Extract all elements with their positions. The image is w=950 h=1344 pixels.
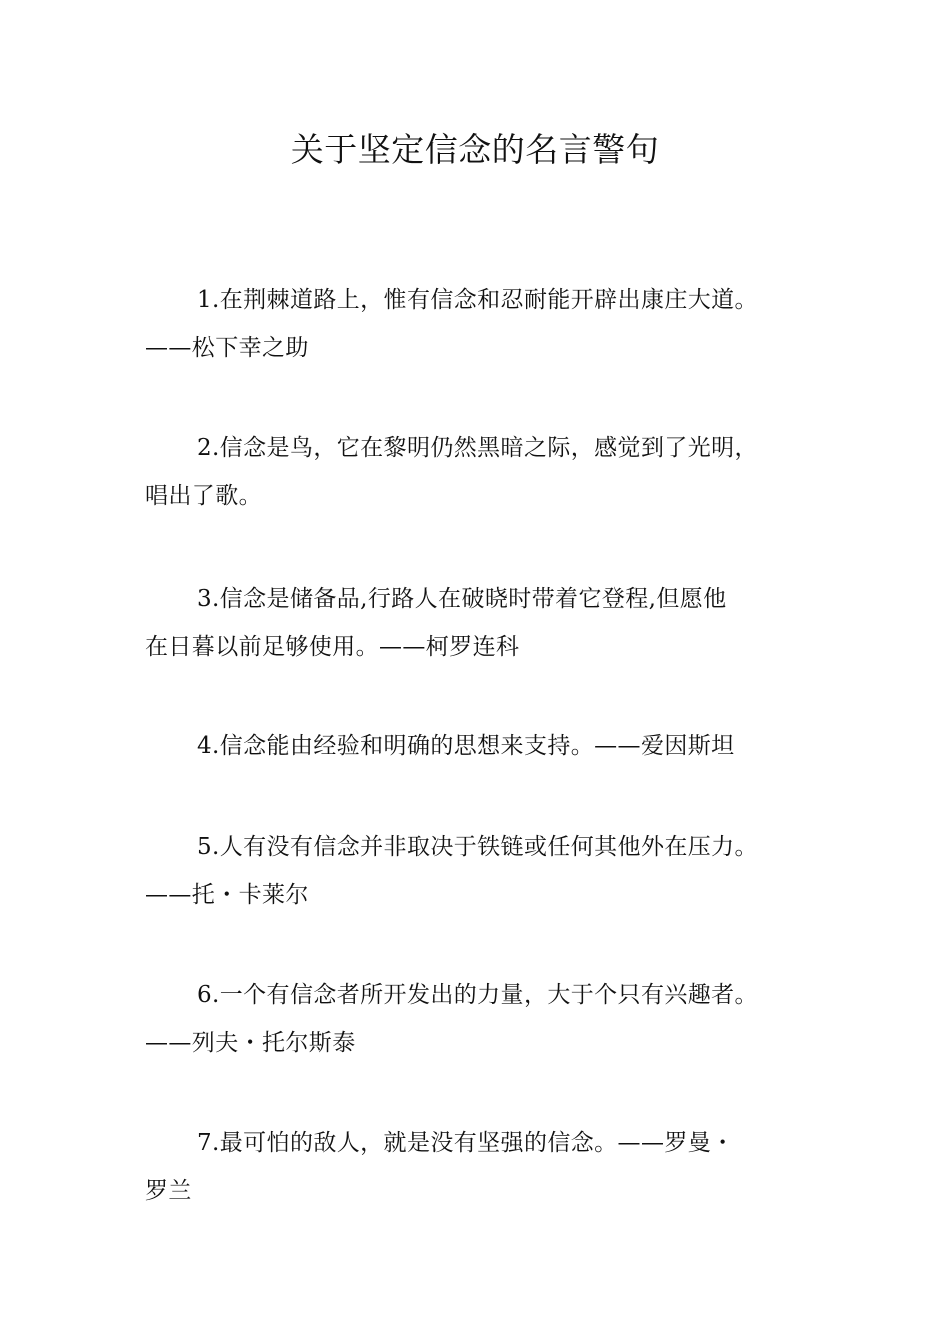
document-title: 关于坚定信念的名言警句 [290, 130, 660, 169]
quote-3 [145, 575, 825, 671]
quote-2 [145, 424, 825, 520]
quote-6-line-1: 6.一个有信念者所开发出的力量，大于个只有兴趣者。 [197, 982, 758, 1008]
quote-6 [145, 971, 825, 1067]
quote-3-line-1: 3.信念是储备品,行路人在破晓时带着它登程,但愿他 [197, 586, 727, 612]
quote-3-line-2: 在日暮以前足够使用。——柯罗连科 [145, 634, 520, 660]
quote-5-line-2: ——托・卡莱尔 [145, 882, 309, 908]
quote-1 [145, 276, 825, 372]
quote-2-line-1: 2.信念是鸟，它在黎明仍然黑暗之际，感觉到了光明， [197, 435, 758, 461]
quote-7-line-1: 7.最可怕的敌人，就是没有坚强的信念。——罗曼・ [197, 1130, 735, 1156]
quote-1-line-1: 1.在荆棘道路上，惟有信念和忍耐能开辟出康庄大道。 [197, 287, 758, 313]
quote-7 [145, 1119, 825, 1215]
quote-4-line-1: 4.信念能由经验和明确的思想来支持。——爱因斯坦 [197, 733, 735, 759]
quote-5-line-1: 5.人有没有信念并非取决于铁链或任何其他外在压力。 [197, 834, 758, 860]
quote-1-line-2: ——松下幸之助 [145, 335, 309, 361]
quote-4 [145, 722, 825, 770]
quote-5 [145, 823, 825, 919]
quote-2-line-2: 唱出了歌。 [145, 483, 262, 509]
quote-6-line-2: ——列夫・托尔斯泰 [145, 1030, 356, 1056]
quote-7-line-2: 罗兰 [145, 1178, 192, 1204]
